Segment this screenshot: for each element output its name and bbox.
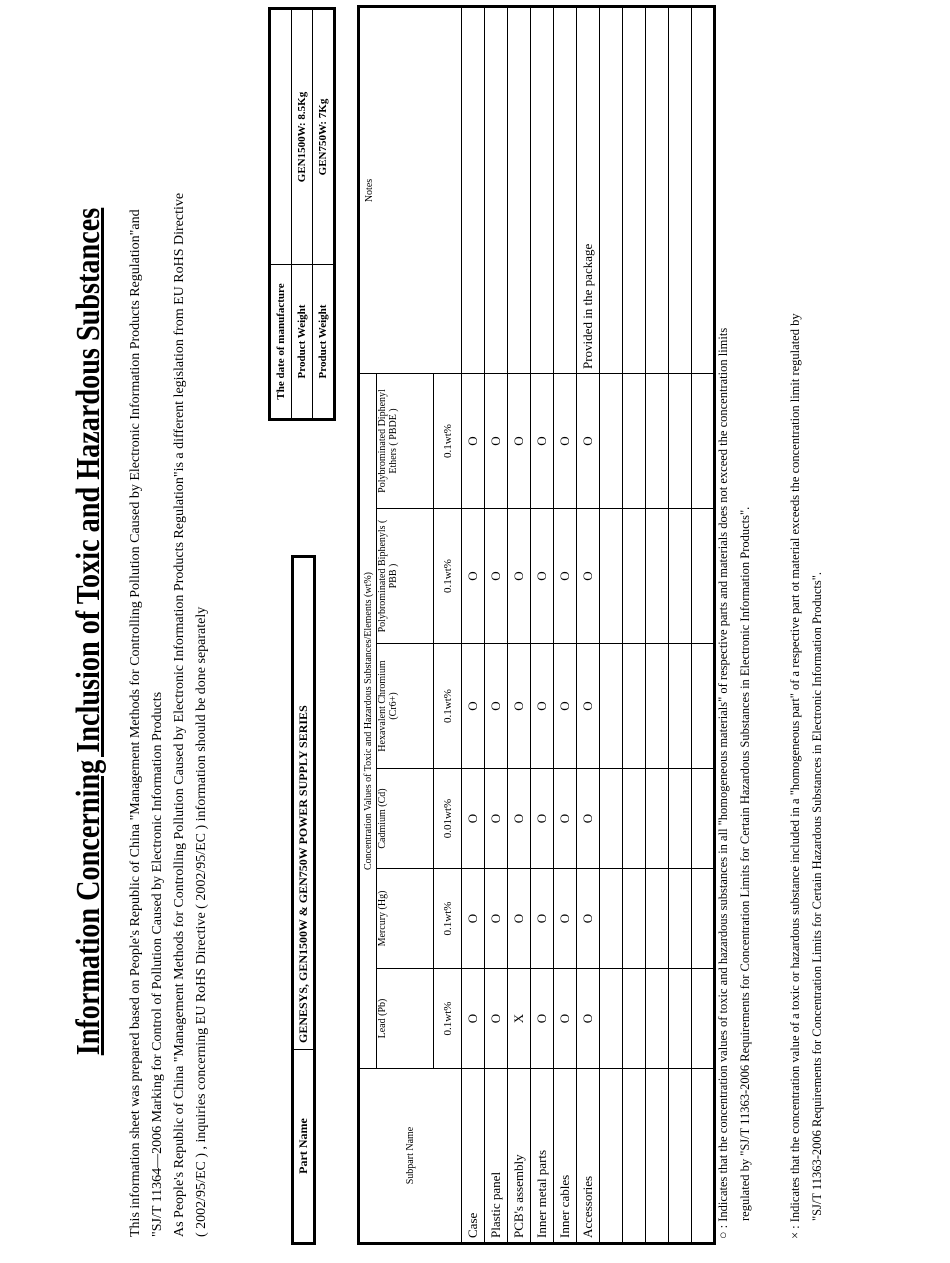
substance-limit: 0.01wt% [434, 769, 462, 869]
empty-cell [600, 1069, 623, 1244]
empty-cell [669, 374, 692, 509]
notes-header: Notes [359, 7, 462, 374]
empty-cell [600, 969, 623, 1069]
empty-cell [600, 869, 623, 969]
substance-mark: O [462, 769, 485, 869]
empty-table-row [669, 7, 692, 1244]
empty-cell [646, 509, 669, 644]
empty-cell [646, 374, 669, 509]
substance-mark: O [485, 644, 508, 769]
substance-mark: O [577, 644, 600, 769]
empty-cell [669, 969, 692, 1069]
empty-cell [646, 1069, 669, 1244]
product-weight-label: Product Weight [292, 265, 313, 420]
intro-line-3: As People's Republic of China "Management Methods for Controlling Pollution Caused by Electronic Information Products Regulation"is a different legislation from EU RoHS Directive [172, 192, 187, 1237]
intro-line-2: "SJ/T 11364—2006 Marking for Control of Pollution Caused by Electronic Information Products [150, 691, 165, 1237]
table-row [462, 7, 485, 1244]
substance-mark: O [577, 509, 600, 644]
empty-cell [623, 374, 646, 509]
substance-mark: O [485, 769, 508, 869]
substance-mark: O [531, 644, 554, 769]
empty-cell [600, 769, 623, 869]
subpart-name: Plastic panel [485, 1069, 508, 1244]
empty-cell [623, 969, 646, 1069]
empty-cell [669, 769, 692, 869]
empty-cell [692, 374, 715, 509]
substance-mark: O [462, 509, 485, 644]
row-note: Provided in the package [577, 7, 600, 374]
empty-cell [600, 644, 623, 769]
concentration-group-header: Concentration Values of Toxic and Hazardous Substances/Elements (wt%) [359, 374, 377, 1069]
substance-limit: 0.1wt% [434, 969, 462, 1069]
empty-cell [623, 1069, 646, 1244]
substances-table [357, 5, 716, 1245]
row-note [531, 7, 554, 374]
empty-cell [669, 509, 692, 644]
substance-mark: O [531, 869, 554, 969]
empty-cell [692, 769, 715, 869]
legend-x-line-1: × : Indicates that the concentration value of a toxic or hazardous substance included in a "homogeneous part" of a respective part ot material exceeds the concentration limit regulated by [788, 313, 802, 1239]
substance-mark: O [485, 969, 508, 1069]
row-note [462, 7, 485, 374]
substance-header: Polybrominated Biphenyls ( PBB ) [377, 509, 434, 644]
substance-mark: X [508, 969, 531, 1069]
substance-mark: O [554, 769, 577, 869]
empty-cell [646, 644, 669, 769]
intro-line-1: This information sheet was prepared based on People's Republic of China "Management Methods for Controlling Pollution Caused by Electronic Information Products Regulation"and [128, 209, 143, 1237]
subpart-name: Inner cables [554, 1069, 577, 1244]
substance-mark: O [508, 374, 531, 509]
substance-mark: O [577, 969, 600, 1069]
substance-mark: O [554, 509, 577, 644]
empty-cell [646, 869, 669, 969]
substance-header: Polybrominated Diphenyl Ethers ( PBDE ) [377, 374, 434, 509]
subpart-name: PCB's assembly [508, 1069, 531, 1244]
empty-table-row [623, 7, 646, 1244]
manufacture-table [268, 7, 336, 421]
substance-mark: O [508, 869, 531, 969]
product-weight-label: Product Weight [313, 265, 335, 420]
empty-table-row [646, 7, 669, 1244]
subpart-name: Case [462, 1069, 485, 1244]
intro-line-4: ( 2002/95/EC ) , inquiries concerning EU RoHS Directive ( 2002/95/EC ) information should be done separately [194, 606, 209, 1237]
substance-mark: O [531, 509, 554, 644]
table-row [531, 7, 554, 1244]
substance-mark: O [531, 769, 554, 869]
substance-mark: O [508, 509, 531, 644]
empty-cell [646, 7, 669, 374]
subpart-name: Accessories [577, 1069, 600, 1244]
substance-mark: O [485, 374, 508, 509]
legend-o-line-1: ○ : Indicates that the concentration values of toxic and hazardous substances in all "homogeneous materials" of respective parts and materials does not exceed the concentration limits [716, 327, 730, 1239]
substance-mark: O [508, 644, 531, 769]
substance-mark: O [462, 869, 485, 969]
substance-mark: O [554, 644, 577, 769]
substance-mark: O [462, 969, 485, 1069]
empty-cell [623, 869, 646, 969]
table-row [554, 7, 577, 1244]
substance-mark: O [508, 769, 531, 869]
empty-cell [692, 7, 715, 374]
subpart-name-header: Subpart Name [359, 1069, 462, 1244]
substance-mark: O [554, 869, 577, 969]
empty-cell [692, 869, 715, 969]
empty-cell [623, 509, 646, 644]
substance-header: Cadmium (Cd) [377, 769, 434, 869]
row-note [485, 7, 508, 374]
substance-mark: O [531, 374, 554, 509]
substance-mark: O [577, 769, 600, 869]
manufacture-date-label: The date of manufacture [270, 265, 292, 420]
substance-mark: O [531, 969, 554, 1069]
document-title: Information Concerning Inclusion of Toxic and Hazardous Substances [70, 207, 107, 1056]
empty-cell [646, 969, 669, 1069]
substance-mark: O [577, 374, 600, 509]
substance-mark: O [577, 869, 600, 969]
manufacture-date-value [270, 9, 292, 265]
empty-cell [669, 1069, 692, 1244]
empty-cell [669, 644, 692, 769]
substance-mark: O [554, 374, 577, 509]
empty-cell [692, 509, 715, 644]
product-weight-value: GEN1500W: 8.5Kg [292, 9, 313, 265]
substance-mark: O [554, 969, 577, 1069]
empty-cell [669, 869, 692, 969]
part-name-label: Part Name [293, 1050, 315, 1244]
empty-cell [623, 644, 646, 769]
row-note [554, 7, 577, 374]
table-row [577, 7, 600, 1244]
table-row [485, 7, 508, 1244]
empty-cell [669, 7, 692, 374]
row-note [508, 7, 531, 374]
substance-mark: O [462, 374, 485, 509]
substance-header: Lead (Pb) [377, 969, 434, 1069]
substance-mark: O [462, 644, 485, 769]
part-name-table [291, 555, 316, 1245]
empty-cell [692, 1069, 715, 1244]
substance-limit: 0.1wt% [434, 644, 462, 769]
empty-table-row [600, 7, 623, 1244]
empty-cell [600, 509, 623, 644]
subpart-name: Inner metal parts [531, 1069, 554, 1244]
substance-header: Mercury (Hg) [377, 869, 434, 969]
substance-limit: 0.1wt% [434, 869, 462, 969]
empty-cell [600, 374, 623, 509]
empty-cell [600, 7, 623, 374]
substance-header: Hexavalent Chromium (Cr6+) [377, 644, 434, 769]
substance-limit: 0.1wt% [434, 374, 462, 509]
substance-limit: 0.1wt% [434, 509, 462, 644]
substance-mark: O [485, 509, 508, 644]
empty-cell [646, 769, 669, 869]
empty-cell [692, 644, 715, 769]
substance-mark: O [485, 869, 508, 969]
product-weight-value: GEN750W: 7Kg [313, 9, 335, 265]
legend-o-line-2: regulated by "SJ/T 11363-2006 Requirements for Concentration Limits for Certain Hazardous Substances in Electronic Information Products". [738, 506, 752, 1221]
empty-cell [623, 7, 646, 374]
part-name-value: GENESYS, GEN1500W & GEN750W POWER SUPPLY SERIES [293, 557, 315, 1050]
empty-cell [692, 969, 715, 1069]
table-row [508, 7, 531, 1244]
empty-cell [623, 769, 646, 869]
legend-x-line-2: "SJ/T 11363-2006 Requirements for Concentration Limits for Certain Hazardous Substances in Electronic Information Products". [810, 572, 824, 1221]
empty-table-row [692, 7, 715, 1244]
